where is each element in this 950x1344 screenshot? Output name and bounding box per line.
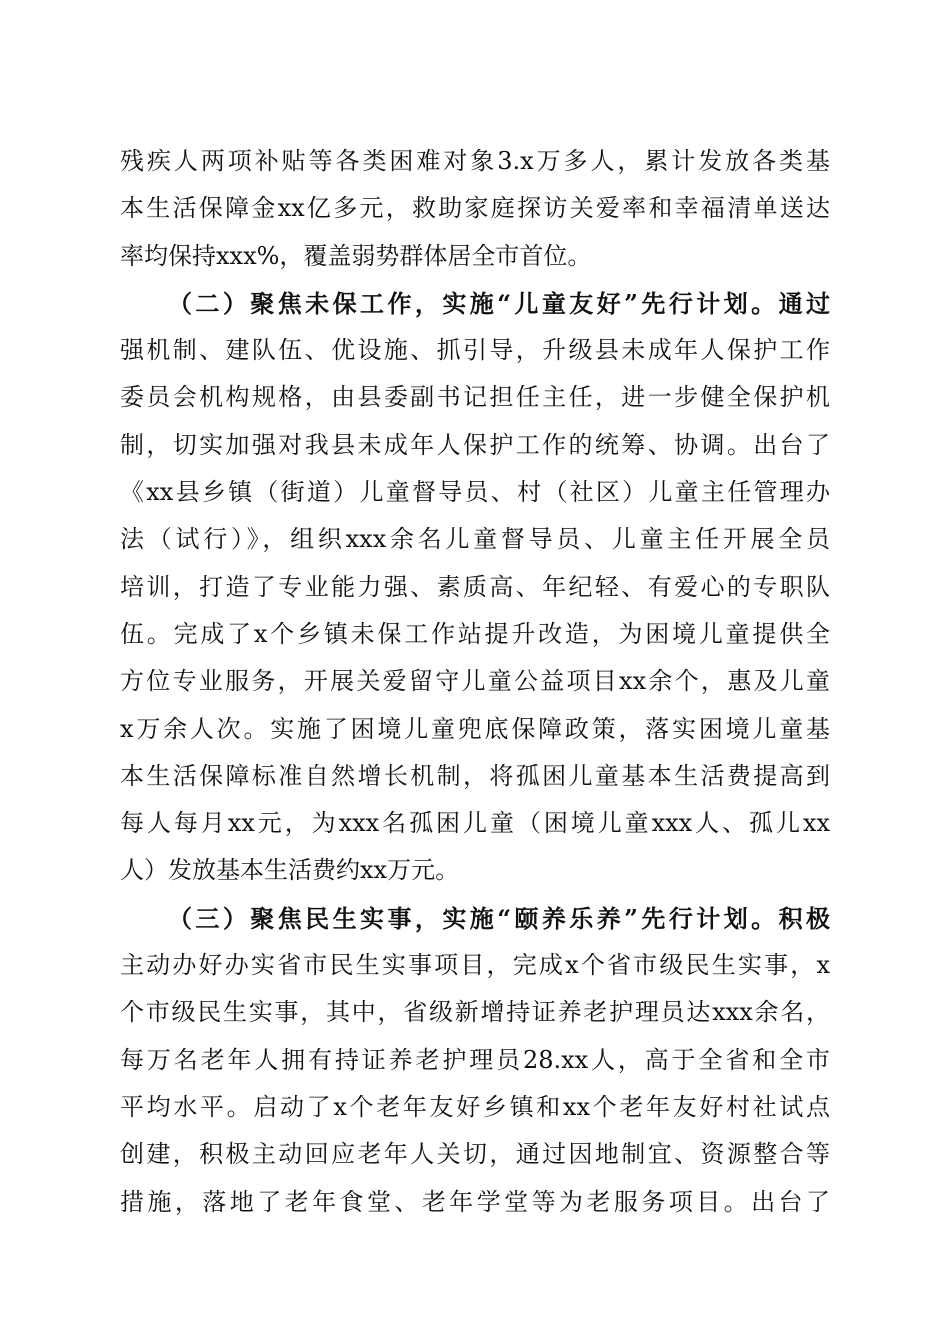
text-line: 每人每月xx元，为xxx名孤困儿童（困境儿童xxx人、孤儿xx — [120, 809, 830, 838]
text-line: 本生活保障金xx亿多元，救助家庭探访关爱率和幸福清单送达 — [120, 194, 830, 223]
text-line: 方位专业服务，开展关爱留守儿童公益项目xx余个，惠及儿童 — [120, 667, 830, 696]
section-heading-line: （三）聚焦民生实事，实施“颐养乐养”先行计划。积极 — [168, 903, 830, 933]
text-line: 平均水平。启动了x个老年友好乡镇和xx个老年友好村社试点 — [120, 1092, 830, 1121]
text-line: 残疾人两项补贴等各类困难对象3.x万多人，累计发放各类基 — [120, 147, 830, 175]
text-line: 委员会机构规格，由县委副书记担任主任，进一步健全保护机 — [120, 383, 830, 412]
text-line: 人）发放基本生活费约xx万元。 — [120, 856, 460, 885]
text-line: 伍。完成了x个乡镇未保工作站提升改造，为困境儿童提供全 — [120, 619, 830, 648]
text-line: 《xx县乡镇（街道）儿童督导员、村（社区）儿童主任管理办 — [120, 478, 830, 507]
text-line: 培训，打造了专业能力强、素质高、年纪轻、有爱心的专职队 — [120, 572, 830, 601]
text-line: 本生活保障标准自然增长机制，将孤困儿童基本生活费提高到 — [120, 761, 830, 790]
text-line: 主动办好办实省市民生实事项目，完成x个省市级民生实事，x — [120, 951, 830, 980]
text-line: x万余人次。实施了困境儿童兜底保障政策，落实困境儿童基 — [120, 714, 830, 743]
text-line: 率均保持xxx%，覆盖弱势群体居全市首位。 — [120, 241, 592, 270]
text-line: 强机制、建队伍、优设施、抓引导，升级县未成年人保护工作 — [120, 336, 830, 365]
text-line: 法（试行）》，组织xxx余名儿童督导员、儿童主任开展全员 — [120, 525, 830, 554]
document-body — [120, 138, 830, 1226]
text-line: 个市级民生实事，其中，省级新增持证养老护理员达xxx余名， — [120, 998, 830, 1027]
text-line: 每万名老年人拥有持证养老护理员28.xx人，高于全省和全市 — [120, 1045, 830, 1074]
text-line: 措施，落地了老年食堂、老年学堂等为老服务项目。出台了 — [120, 1187, 830, 1216]
text-line: 制，切实加强对我县未成年人保护工作的统筹、协调。出台了 — [120, 430, 830, 459]
text-line: 创建，积极主动回应老年人关切，通过因地制宜、资源整合等 — [120, 1140, 830, 1169]
section-heading-line: （二）聚焦未保工作，实施“儿童友好”先行计划。通过 — [168, 288, 830, 318]
